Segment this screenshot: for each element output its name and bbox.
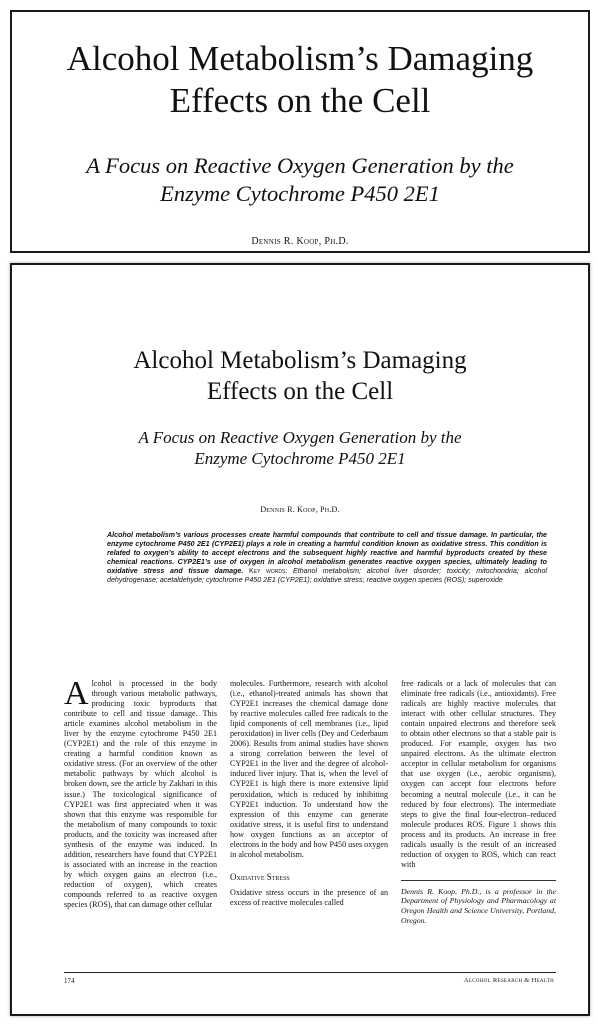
drop-cap: A xyxy=(64,675,89,712)
article-subtitle-line-1: A Focus on Reactive Oxygen Generation by the xyxy=(138,428,462,447)
title-panel xyxy=(10,10,590,253)
panel-author: Dennis R. Koop, Ph.D. xyxy=(251,236,349,247)
column-2-text: molecules. Furthermore, research with alcohol (i.e., ethanol)-treated animals has shown that CYP2E1 increases the chemical damage done by reactive molecules called free radicals to the lipid components of cell membranes (i.e., lipid peroxidation) in liver cells (Dey and Cederbaum 2006). Results from animal studies have shown a strong correlation between the level of CYP2E1 in the liver and the degree of alcohol-induced liver injury. That is, when the level of CYP2E1 is high there is more extensive lipid peroxidation, which is reduced by inhibiting CYP2E1 induction. To understand how the expression of this enzyme can generate oxidative stress, it is useful first to understand how oxygen functions as an acceptor of electrons in the body and how P450 uses oxygen in alcohol metabolism. xyxy=(230,679,388,859)
column-1-text: lcohol is processed in the body through various metabolic pathways, producing toxic byproducts that contribute to cell and tissue damage. This article examines alcohol metabolism in the liver by the enzyme cytochrome P450 2E1 (CYP2E1) and the role of this enzyme in creating a harmful condition known as oxidative stress. (For an overview of the other metabolic pathways by which alcohol is broken down, see the article by Zakhari in this issue.) The toxicological significance of CYP2E1 was first appreciated when it was shown that this enzyme was responsible for the metabolism of many compounds to toxic products, and the toxicity was increased after synthesis of the enzyme was induced. In addition, researchers have found that CYP2E1 is associated with an increase in the reaction by which oxygen gains an electron (i.e., reduction of oxygen), which creates compounds referred to as reactive oxygen species (ROS), that can damage other cellular xyxy=(64,679,217,910)
footer-divider xyxy=(64,972,556,973)
bio-divider xyxy=(401,880,556,881)
author-bio: Dennis R. Koop, Ph.D., is a professor in the Department of Physiology and Pharmacology at Oregon Health and Science University, Portland, Oregon. xyxy=(401,886,556,925)
article-subtitle-line-2: Enzyme Cytochrome P450 2E1 xyxy=(194,449,406,468)
article-title-line-2: Effects on the Cell xyxy=(206,378,394,405)
abstract-text: Alcohol metabolism’s various processes create harmful compounds that contribute to cell and tissue damage. In particular, the enzyme cytochrome P450 2E1 (CYP2E1) plays a role in creating a harmful condition known as oxidative stress. This condition is related to oxygen’s ability to accept electrons and the subsequent highly reactive and harmful byproducts created by these chemical reactions. CYP2E1’s use of oxygen in alcohol metabolism generates reactive oxygen species, ultimately leading to oxidative stress and tissue damage. xyxy=(107,531,547,575)
page-number: 174 xyxy=(64,977,75,985)
panel-subtitle xyxy=(12,152,588,208)
section-heading: Oxidative Stress xyxy=(230,871,290,882)
panel-title-line-1: Alcohol Metabolism’s Damaging xyxy=(66,39,534,78)
journal-name: Alcohol Research & Health xyxy=(463,977,554,984)
article-subtitle xyxy=(12,427,588,469)
panel-subtitle-line-1: A Focus on Reactive Oxygen Generation by the xyxy=(86,153,514,178)
column-2 xyxy=(230,679,388,908)
keywords-label: Key words: xyxy=(249,567,288,575)
column-1 xyxy=(64,675,217,910)
article-page xyxy=(10,263,590,1016)
abstract xyxy=(107,531,547,585)
panel-title-line-2: Effects on the Cell xyxy=(169,81,431,120)
column-3-text: free radicals or a lack of molecules that can eliminate free radicals (i.e., antioxidants). Free radicals are highly reactive molecules that interact with other cellular structures. They contain unpaired electrons and therefore seek to obtain other electrons so that a stable pair is produced. For example, oxygen has two unpaired electrons. As the ultimate electron acceptor in cellular metabolism for organisms that use oxygen (i.e., aerobic organisms), oxygen can accept four electrons before becoming a neutral molecule (i.e., it can be reduced by four electrons). The intermediate steps to give the final four-electron–reduced molecule produces ROS. Figure 1 shows this process and its products. An increase in free radicals usually is the result of an increased reduction of oxygen to ROS, which can react with xyxy=(401,679,556,869)
panel-title xyxy=(12,38,588,122)
section-text: Oxidative stress occurs in the presence of an excess of reactive molecules called xyxy=(230,887,388,907)
article-title-line-1: Alcohol Metabolism’s Damaging xyxy=(133,347,467,374)
article-author: Dennis R. Koop, Ph.D. xyxy=(260,505,340,514)
keywords: Ethanol metabolism; alcohol liver disorder; toxicity; mitochondria; alcohol dehydrogenase; acetaldehyde; cytochrome P450 2E1 (CYP2E1); oxidative stress; reactive oxygen species (ROS); superoxide xyxy=(107,567,547,584)
panel-subtitle-line-2: Enzyme Cytochrome P450 2E1 xyxy=(160,181,440,206)
article-title xyxy=(12,345,588,407)
column-3 xyxy=(401,679,556,925)
